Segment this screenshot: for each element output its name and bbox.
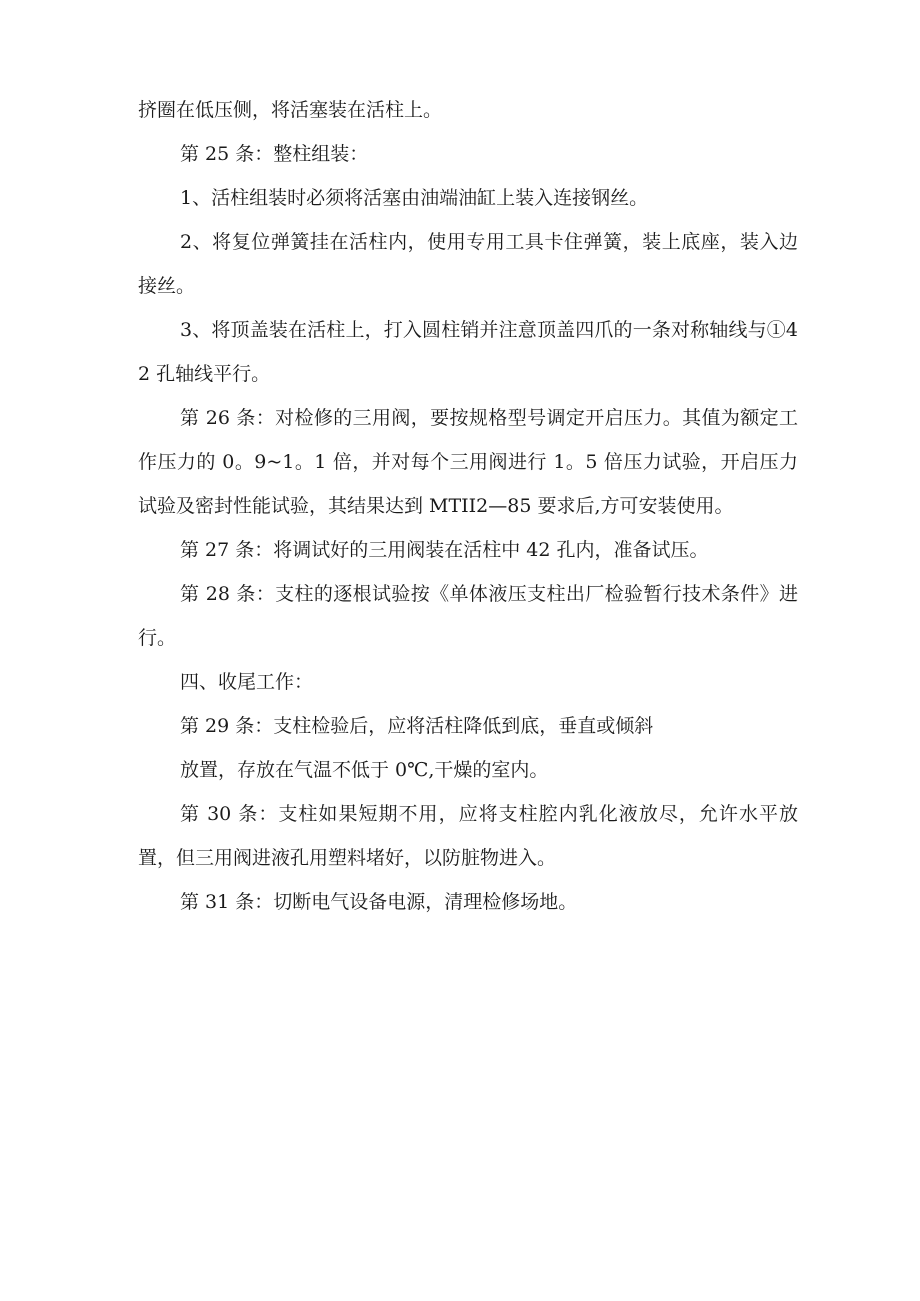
document-body (138, 88, 798, 924)
article-25-item-1: 1、活柱组装时必须将活塞由油端油缸上装入连接钢丝。 (180, 187, 649, 209)
article-30: 第 30 条：支柱如果短期不用，应将支柱腔内乳化液放尽，允许水平放置，但三用阀进液孔用塑料堵好，以防脏物进入。 (138, 803, 798, 869)
article-25-item-3: 3、将顶盖装在活柱上，打入圆柱销并注意顶盖四爪的一条对称轴线与①42 孔轴线平行。 (138, 319, 798, 385)
article-29: 第 29 条：支柱检验后，应将活柱降低到底，垂直或倾斜 (180, 715, 654, 737)
article-29-continued: 放置，存放在气温不低于 0℃,干燥的室内。 (180, 759, 549, 781)
article-25-item-2: 2、将复位弹簧挂在活柱内，使用专用工具卡住弹簧，装上底座，装入边接丝。 (138, 231, 798, 297)
section-4-heading: 四、收尾工作： (180, 671, 314, 693)
article-31: 第 31 条：切断电气设备电源，清理检修场地。 (180, 891, 578, 913)
article-25-heading: 第 25 条：整柱组装： (180, 143, 369, 165)
article-27: 第 27 条：将调试好的三用阀装在活柱中 42 孔内，准备试压。 (180, 539, 709, 561)
paragraph-continuation: 挤圈在低压侧，将活塞装在活柱上。 (138, 99, 443, 121)
article-26: 第 26 条：对检修的三用阀，要按规格型号调定开启压力。其值为额定工作压力的 0。9~1。1 倍，并对每个三用阀进行 1。5 倍压力试验，开启压力试验及密封性能试验，其结果达到 MTII2—85 要求后,方可安装使用。 (138, 407, 798, 517)
article-28: 第 28 条：支柱的逐根试验按《单体液压支柱出厂检验暂行技术条件》进行。 (138, 583, 798, 649)
